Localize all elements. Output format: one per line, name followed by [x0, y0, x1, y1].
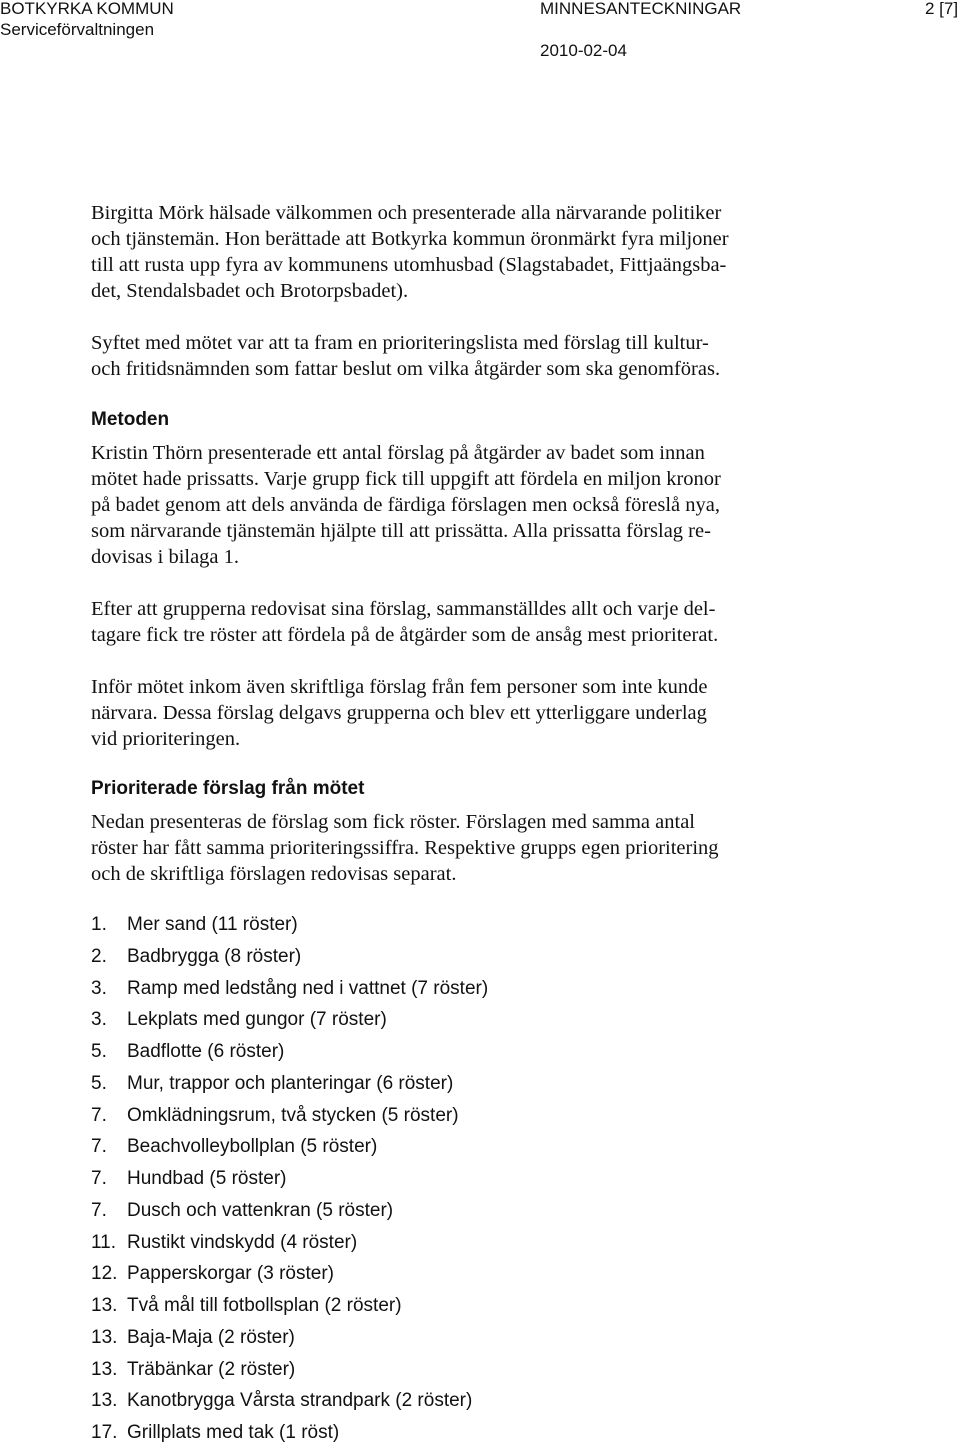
method-paragraph-1: [91, 440, 831, 570]
method-line: dovisas i bilaga 1.: [91, 546, 240, 568]
item-text: Träbänkar (2 röster): [127, 1358, 296, 1380]
prioritized-intro-line: Nedan presenteras de förslag som fick röster. Förslagen med samma antal: [91, 811, 695, 833]
rank-number: 2.: [91, 945, 107, 967]
list-item: [91, 1293, 488, 1325]
page-number: 2 [7]: [925, 0, 959, 18]
method-line: Inför mötet inkom även skriftliga förslag från fem personer som inte kunde: [91, 676, 708, 698]
rank-number: 5.: [91, 1072, 107, 1094]
intro-paragraph: [91, 200, 831, 304]
rank-number: 7.: [91, 1104, 107, 1126]
list-item: [91, 1071, 488, 1103]
rank-number: 3.: [91, 1009, 107, 1031]
item-text: Två mål till fotbollsplan (2 röster): [127, 1295, 402, 1316]
document-type: MINNESANTECKNINGAR: [540, 0, 742, 18]
intro-line: Birgitta Mörk hälsade välkommen och presenterade alla närvarande politiker: [91, 202, 722, 224]
rank-number: 13.: [91, 1358, 118, 1380]
list-item: [91, 912, 488, 944]
list-item: [91, 1388, 488, 1420]
rank-number: 12.: [91, 1263, 118, 1285]
item-text: Baja-Maja (2 röster): [127, 1326, 295, 1348]
list-item: [91, 1103, 488, 1135]
rank-number: 3.: [91, 977, 107, 999]
item-text: Mur, trappor och planteringar (6 röster): [127, 1072, 454, 1094]
item-text: Rustikt vindskydd (4 röster): [127, 1231, 358, 1253]
list-item: [91, 1230, 488, 1262]
item-text: Kanotbrygga Vårsta strandpark (2 röster): [127, 1390, 473, 1412]
list-item: [91, 1166, 488, 1198]
method-paragraph-3: [91, 674, 831, 752]
rank-number: 13.: [91, 1390, 118, 1412]
department-name: Serviceförvaltningen: [0, 20, 155, 39]
list-item: [91, 1261, 488, 1293]
organization-name: BOTKYRKA KOMMUN: [0, 0, 174, 18]
item-text: Lekplats med gungor (7 röster): [127, 1009, 387, 1031]
purpose-paragraph: [91, 330, 831, 382]
list-item: [91, 1420, 488, 1452]
method-line: mötet hade prissatts. Varje grupp fick till uppgift att fördela en miljon kronor: [91, 468, 721, 490]
rank-number: 13.: [91, 1295, 118, 1316]
item-text: Mer sand (11 röster): [127, 914, 298, 935]
method-line: vid prioriteringen.: [91, 728, 241, 750]
method-line: som närvarande tjänstemän hjälpte till att prissätta. Alla prissatta förslag re-: [91, 520, 711, 542]
method-line: Efter att grupperna redovisat sina förslag, sammanställdes allt och varje del-: [91, 598, 716, 620]
method-line: tagare fick tre röster att fördela på de åtgärder som de ansåg mest prioriterat.: [91, 624, 719, 646]
rank-number: 17.: [91, 1422, 118, 1443]
item-text: Badflotte (6 röster): [127, 1041, 285, 1062]
prioritized-intro-line: röster har fått samma prioriteringssiffra. Respektive grupps egen prioritering: [91, 837, 719, 859]
document-date: 2010-02-04: [540, 41, 627, 60]
list-item: [91, 1198, 488, 1230]
list-item: [91, 1357, 488, 1389]
rank-number: 11.: [91, 1231, 117, 1253]
item-text: Grillplats med tak (1 röst): [127, 1422, 340, 1443]
priority-list: [91, 912, 488, 1452]
method-line: på badet genom att dels använda de färdiga förslagen men också föreslå nya,: [91, 494, 720, 516]
prioritized-heading: Prioriterade förslag från mötet: [91, 778, 365, 799]
method-line: Kristin Thörn presenterade ett antal förslag på åtgärder av badet som innan: [91, 442, 705, 464]
item-text: Ramp med ledstång ned i vattnet (7 röster): [127, 977, 489, 999]
item-text: Hundbad (5 röster): [127, 1168, 287, 1189]
method-line: närvara. Dessa förslag delgavs grupperna och blev ett ytterliggare underlag: [91, 702, 707, 724]
rank-number: 1.: [91, 914, 107, 935]
purpose-line: Syftet med mötet var att ta fram en prioriteringslista med förslag till kultur-: [91, 332, 709, 354]
rank-number: 7.: [91, 1199, 107, 1221]
method-paragraph-2: [91, 596, 831, 648]
intro-line: och tjänstemän. Hon berättade att Botkyrka kommun öronmärkt fyra miljoner: [91, 228, 729, 250]
prioritized-intro-line: och de skriftliga förslagen redovisas separat.: [91, 863, 457, 885]
rank-number: 13.: [91, 1326, 118, 1348]
purpose-line: och fritidsnämnden som fattar beslut om vilka åtgärder som ska genomföras.: [91, 358, 721, 380]
list-item: [91, 1325, 488, 1357]
rank-number: 5.: [91, 1041, 107, 1062]
list-item: [91, 1039, 488, 1071]
rank-number: 7.: [91, 1168, 107, 1189]
list-item: [91, 1007, 488, 1039]
list-item: [91, 1134, 488, 1166]
item-text: Omklädningsrum, två stycken (5 röster): [127, 1104, 459, 1126]
intro-line: det, Stendalsbadet och Brotorpsbadet).: [91, 280, 409, 302]
prioritized-intro: [91, 809, 831, 887]
list-item: [91, 976, 488, 1008]
item-text: Badbrygga (8 röster): [127, 945, 302, 967]
item-text: Papperskorgar (3 röster): [127, 1263, 334, 1285]
item-text: Dusch och vattenkran (5 röster): [127, 1199, 394, 1221]
list-item: [91, 944, 488, 976]
intro-line: till att rusta upp fyra av kommunens utomhusbad (Slagstabadet, Fittjaängsba-: [91, 254, 727, 276]
method-heading: Metoden: [91, 409, 170, 430]
rank-number: 7.: [91, 1136, 107, 1158]
item-text: Beachvolleybollplan (5 röster): [127, 1136, 378, 1158]
